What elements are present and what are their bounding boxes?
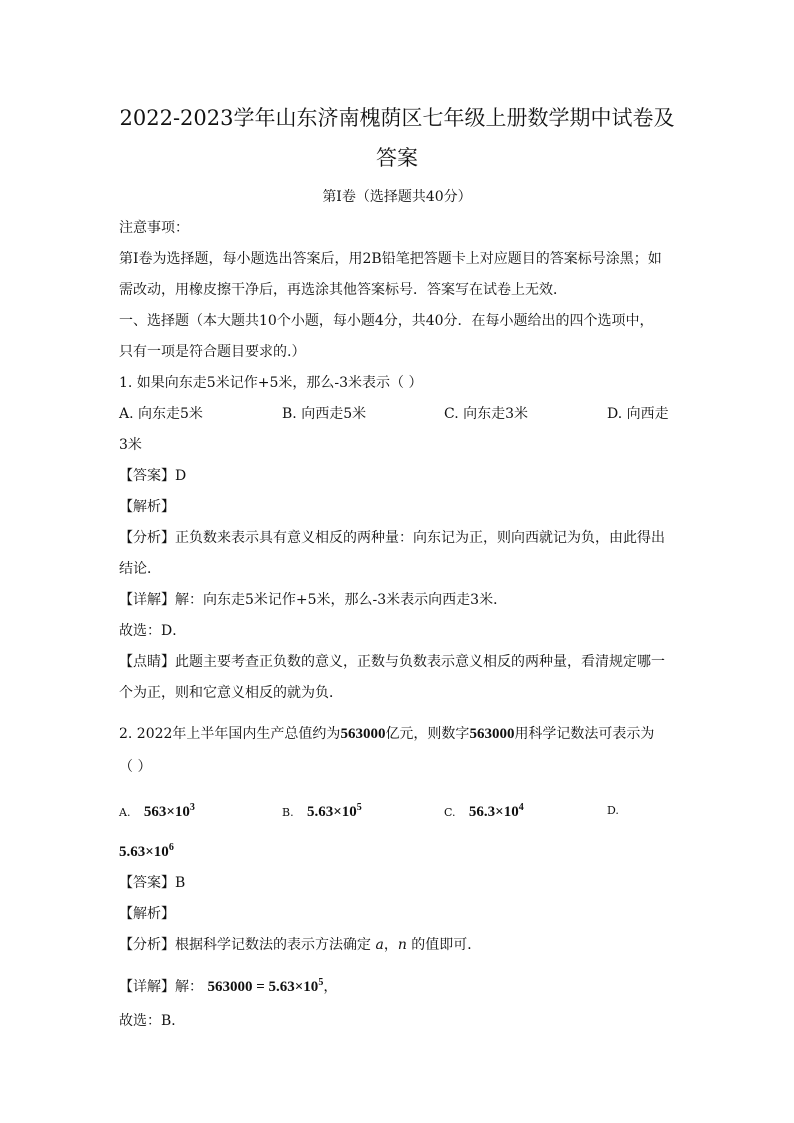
math-number: 563000 [469,726,515,742]
question-2-analysis-label: 【解析】 [119,906,175,922]
math-exponent: 6 [168,842,174,853]
xiangjie-pre: 【详解】解： [119,979,203,995]
question-1-option-d-cont: 3米 [119,437,142,453]
math-exponent: 3 [189,802,195,813]
notes-line: 第I卷为选择题，每小题选出答案后，用2B铅笔把答题卡上对应题目的答案标号涂黑；如 [119,251,662,267]
part-instructions: 只有一项是符合题目要求的.） [119,344,306,360]
math-exponent: 4 [518,802,524,813]
question-2-option-c [444,798,524,823]
math-number: 563000 [340,726,386,742]
document-title-line1: 2022-2023学年山东济南槐荫区七年级上册数学期中试卷及 [119,106,675,130]
notes-line: 需改动，用橡皮擦干净后，再选涂其他答案标号．答案写在试卷上无效． [119,282,567,298]
question-1-dianjing: 个为正，则和它意义相反的就为负． [119,685,343,701]
math-exponent: 5 [356,802,362,813]
math-var-a: a [375,937,384,953]
option-label: D. [607,804,619,817]
math-base: 56.3×10 [468,804,519,820]
question-1-fenxi: 结论． [119,561,161,577]
math-expression [207,979,323,995]
xiangjie-post: ， [323,979,338,995]
math-base: 563×10 [143,804,190,820]
math-exponent: 5 [318,977,324,988]
math-var-n: n [397,937,407,953]
question-1-fenxi: 【分析】正负数来表示具有意义相反的两种量：向东记为正，则向西就记为负，由此得出 [119,530,665,546]
fenxi-pre: 【分析】根据科学记数法的表示方法确定 [119,937,371,953]
fenxi-post: 的值即可． [411,937,482,953]
question-2-option-a [119,798,195,823]
question-1-option-b: B. 向西走5米 [282,406,367,422]
question-2-stem-post: 用科学记数法可表示为 [514,726,655,742]
document-title-line2: 答案 [376,146,418,170]
question-1-xiangjie: 【详解】解：向东走5米记作+5米，那么-3米表示向西走3米． [119,592,508,608]
question-1-option-a: A. 向东走5米 [119,406,203,422]
question-2-stem-pre: 2. 2022年上半年国内生产总值约为 [119,726,341,742]
question-2-option-d-label [607,800,619,821]
math-base: 563000 = 5.63×10 [207,979,319,995]
option-label: A. [119,806,131,819]
math-expression [307,804,362,820]
question-1-option-d: D. 向西走 [607,406,669,422]
question-2-guxuan: 故选：B． [119,1013,186,1029]
option-label: B. [282,806,294,819]
question-2-stem-mid: 亿元，则数字 [385,726,470,742]
question-1-dianjing: 【点睛】此题主要考查正负数的意义，正数与负数表示意义相反的两种量，看清规定哪一 [119,654,665,670]
section-title: 第I卷（选择题共40分） [322,189,472,205]
fenxi-comma: ， [383,937,398,953]
question-2-fenxi [119,935,481,955]
option-label: C. [444,806,456,819]
math-expression [144,804,195,820]
question-1-option-c: C. 向东走3米 [444,406,529,422]
question-2-stem [119,724,654,744]
math-expression [469,804,524,820]
math-base: 5.63×10 [306,804,357,820]
part-instructions: 一、选择题（本大题共10个小题，每小题4分，共40分．在每小题给出的四个选项中， [119,313,654,329]
math-base: 5.63×10 [119,844,169,860]
question-2-option-b [282,798,362,823]
question-2-xiangjie [119,973,337,997]
question-2-paren: （ ） [119,759,152,775]
question-1-analysis-label: 【解析】 [119,499,175,515]
question-1-guxuan: 故选：D． [119,623,187,639]
math-expression [119,844,174,860]
question-2-answer: 【答案】B [119,875,186,891]
notes-header: 注意事项： [119,220,189,236]
question-2-option-d [119,838,174,862]
question-1-answer: 【答案】D [119,468,187,484]
question-1-stem: 1. 如果向东走5米记作+5米，那么-3米表示（ ） [119,375,423,391]
